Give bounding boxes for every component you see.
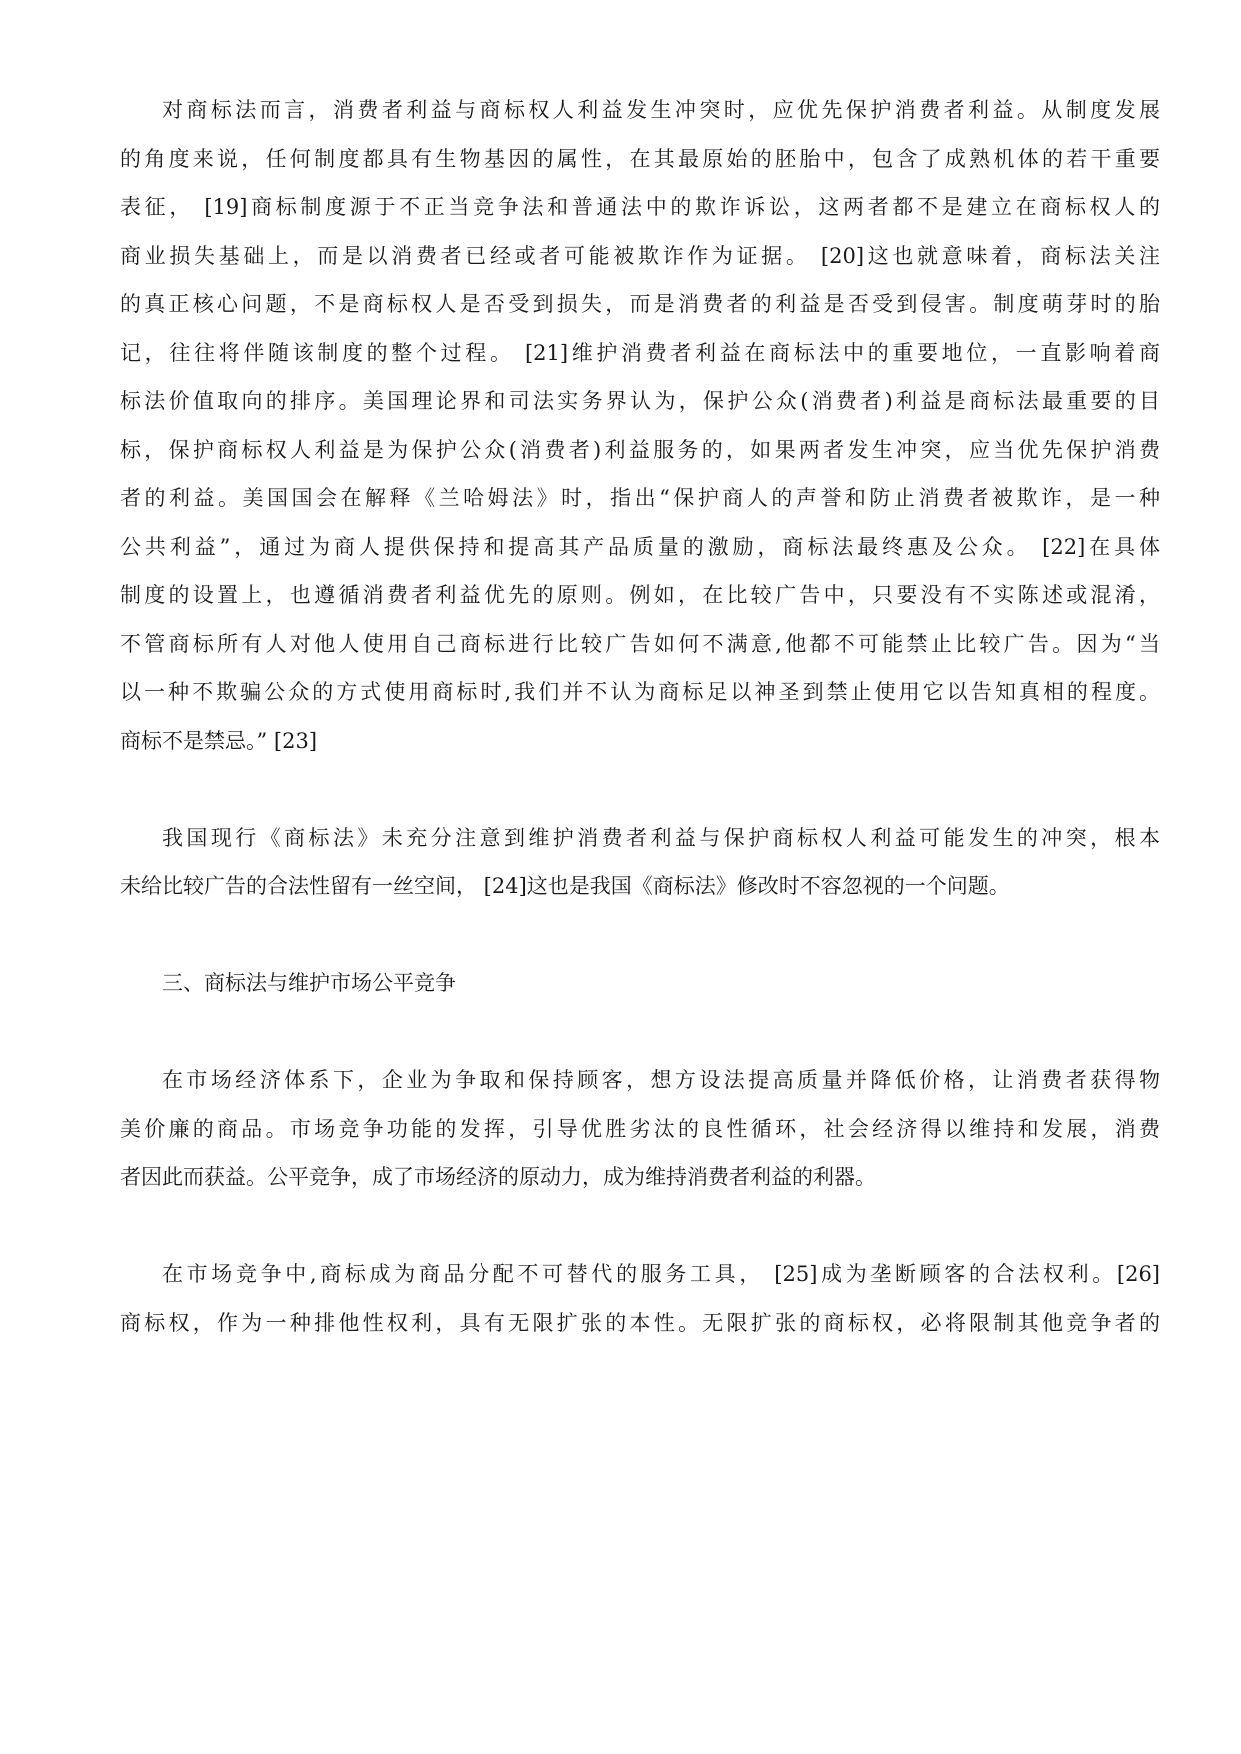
paragraph-current-law (120, 814, 1160, 911)
text-line: 在市场竞争中,商标成为商品分配不可替代的服务工具， [25]成为垄断顾客的合法权利。[26] (162, 1262, 1160, 1286)
text-line: 对商标法而言，消费者利益与商标权人利益发生冲突时，应优先保护消费者利益。从制度发展 (162, 98, 1160, 122)
text-line: 商标不是禁忌。” [23] (120, 728, 318, 753)
paragraph-gap (120, 1202, 1160, 1251)
paragraph-gap (120, 1008, 1160, 1057)
text-line: 制度的设置上，也遵循消费者利益优先的原则。例如，在比较广告中，只要没有不实陈述或混淆， (120, 583, 1160, 607)
text-line: 的角度来说，任何制度都具有生物基因的属性，在其最原始的胚胎中，包含了成熟机体的若干重要 (120, 146, 1160, 171)
text-line: 美价廉的商品。市场竞争功能的发挥，引导优胜劣汰的良性循环，社会经济得以维持和发展，消费 (120, 1116, 1160, 1141)
text-line: 在市场经济体系下，企业为争取和保持顾客，想方设法提高质量并降低价格，让消费者获得物 (162, 1068, 1160, 1092)
text-line: 商业损失基础上，而是以消费者已经或者可能被欺诈作为证据。 [20]这也就意味着，商标法关注 (120, 243, 1160, 268)
text-line: 不管商标所有人对他人使用自己商标进行比较广告如何不满意,他都不可能禁止比较广告。因为“当 (120, 631, 1160, 656)
text-line: 者的利益。美国国会在解释《兰哈姆法》时，指出“保护商人的声誉和防止消费者被欺诈，是一种 (120, 486, 1160, 510)
paragraph-market-economy (120, 1056, 1160, 1202)
text-line: 我国现行《商标法》未充分注意到维护消费者利益与保护商标权人利益可能发生的冲突，根本 (162, 825, 1160, 850)
text-line: 未给比较广告的合法性留有一丝空间， [24]这也是我国《商标法》修改时不容忽视的一个问题。 (120, 874, 1010, 898)
text-line: 标法价值取向的排序。美国理论界和司法实务界认为，保护公众(消费者)利益是商标法最重要的目 (120, 389, 1160, 413)
text-line: 公共利益”，通过为商人提供保持和提高其产品质量的激励，商标法最终惠及公众。 [22]在具体 (120, 534, 1160, 559)
text-line: 的真正核心问题，不是商标权人是否受到损失，而是消费者的利益是否受到侵害。制度萌芽时的胎 (120, 292, 1160, 316)
text-line: 商标权，作为一种排他性权利，具有无限扩张的本性。无限扩张的商标权，必将限制其他竞争者的 (120, 1310, 1160, 1335)
document-page (120, 86, 1160, 1347)
text-line: 表征， [19]商标制度源于不正当竞争法和普通法中的欺诈诉讼，这两者都不是建立在商标权人的 (120, 195, 1160, 219)
text-line: 以一种不欺骗公众的方式使用商标时,我们并不认为商标足以神圣到禁止使用它以告知真相的程度。 (120, 680, 1160, 704)
text-line: 标，保护商标权人利益是为保护公众(消费者)利益服务的，如果两者发生冲突，应当优先保护消费 (120, 437, 1160, 462)
text-line: 记，往往将伴随该制度的整个过程。 [21]维护消费者利益在商标法中的重要地位，一直影响着商 (120, 340, 1160, 365)
text-line: 者因此而获益。公平竞争，成了市场经济的原动力，成为维持消费者利益的利器。 (120, 1165, 876, 1189)
section-heading (120, 959, 1160, 1008)
paragraph-gap (120, 765, 1160, 814)
paragraph-gap (120, 911, 1160, 960)
paragraph-consumer-priority (120, 86, 1160, 765)
section-title: 三、商标法与维护市场公平竞争 (162, 971, 456, 995)
paragraph-market-competition (120, 1250, 1160, 1347)
